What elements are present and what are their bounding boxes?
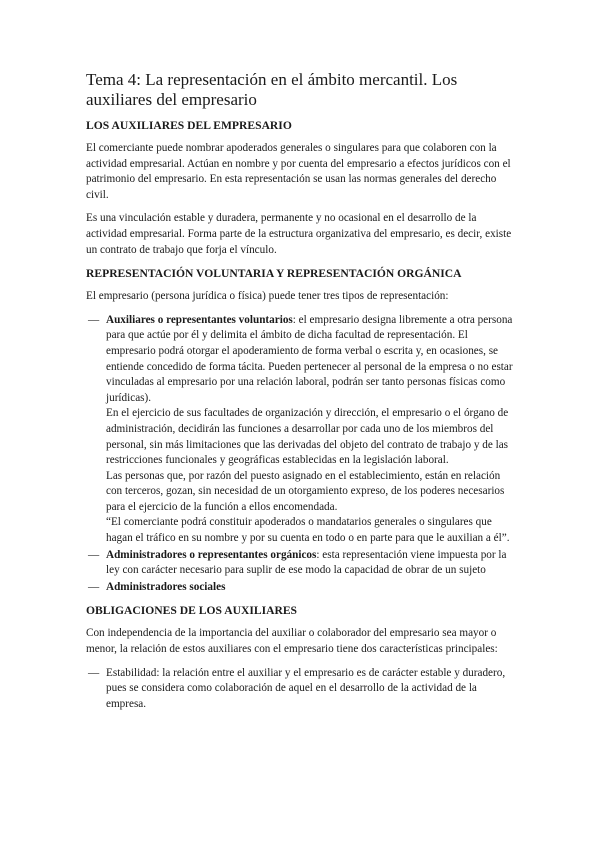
representation-list xyxy=(86,313,514,596)
characteristics-list xyxy=(86,666,514,713)
list-item-subparagraph: Las personas que, por razón del puesto asignado en el establecimiento, están en relación con terceros, gozan, sin necesidad de un otorgamiento expreso, de los poderes necesarios para el ejercicio de la función a ellos encomendada. xyxy=(106,469,505,513)
list-item-term: Administradores o representantes orgánicos xyxy=(106,548,317,561)
paragraph: Es una vinculación estable y duradera, permanente y no ocasional en el desarrollo de la actividad empresarial. Forma parte de la estructura organizativa del empresario, es decir, existe un contrato de trabajo que forja el vínculo. xyxy=(86,212,512,256)
document-page xyxy=(86,70,514,714)
list-item-quote: “El comerciante podrá constituir apoderados o mandatarios generales o singulares que hagan el tráfico en su nombre y por su cuenta en todo o en parte para que le auxilian a él”. xyxy=(106,516,510,545)
paragraph: El comerciante puede nombrar apoderados generales o singulares para que colaboren con la actividad empresarial. Actúan en nombre y por cuenta del empresario a efectos jurídicos con el patrimonio del empresario. En esta representación se usan las normas generales del derecho civil. xyxy=(86,142,511,201)
dash-bullet: — xyxy=(88,580,100,593)
section-heading-representacion: REPRESENTACIÓN VOLUNTARIA Y REPRESENTACIÓN ORGÁNICA xyxy=(86,267,462,281)
list-item-text: Estabilidad: la relación entre el auxiliar y el empresario es de carácter estable y duradero, pues se considera como colaboración de aquel en el desarrollo de la actividad de la empresa. xyxy=(106,666,506,710)
list-item-term: Auxiliares o representantes voluntarios xyxy=(106,313,293,326)
list-item-text: : esta representación viene impuesta por la ley con carácter necesario para suplir de ese modo la capacidad de obrar de un sujeto xyxy=(106,548,507,577)
list-item xyxy=(86,580,514,596)
list-item xyxy=(86,548,514,579)
list-item xyxy=(86,666,514,713)
paragraph: El empresario (persona jurídica o física) puede tener tres tipos de representación: xyxy=(86,290,449,303)
list-item-text: : el empresario designa libremente a otra persona para que actúe por él y delimita el ámbito de dicha facultad de representación. El empresario podrá otorgar el apoderamiento de forma verbal o escrita y, en ocasiones, se entiende concedido de forma tácita. Pueden pertenecer al personal de la empresa o no estar vinculadas al empresario por una relación laboral, podrán ser tanto personas físicas como jurídicas). xyxy=(106,313,513,404)
dash-bullet: — xyxy=(88,548,100,561)
list-item xyxy=(86,313,514,547)
section-heading-obligaciones: OBLIGACIONES DE LOS AUXILIARES xyxy=(86,604,298,618)
section-heading-auxiliares: LOS AUXILIARES DEL EMPRESARIO xyxy=(86,119,292,132)
document-title: Tema 4: La representación en el ámbito mercantil. Los auxiliares del empresario xyxy=(86,70,458,109)
list-item-subparagraph: En el ejercicio de sus facultades de organización y dirección, el empresario o el órgano de administración, decidirán las funciones a desarrollar por cada uno de los miembros del personal, sin más limitaciones que las derivadas del objeto del contrato de trabajo y de las restricciones funcionales y geográficas establecidas en la legislación laboral. xyxy=(106,407,509,467)
dash-bullet: — xyxy=(88,313,100,326)
dash-bullet: — xyxy=(88,666,100,679)
paragraph: Con independencia de la importancia del auxiliar o colaborador del empresario sea mayor o menor, la relación de estos auxiliares con el empresario tiene dos características principales: xyxy=(86,627,498,656)
list-item-term: Administradores sociales xyxy=(106,580,226,593)
